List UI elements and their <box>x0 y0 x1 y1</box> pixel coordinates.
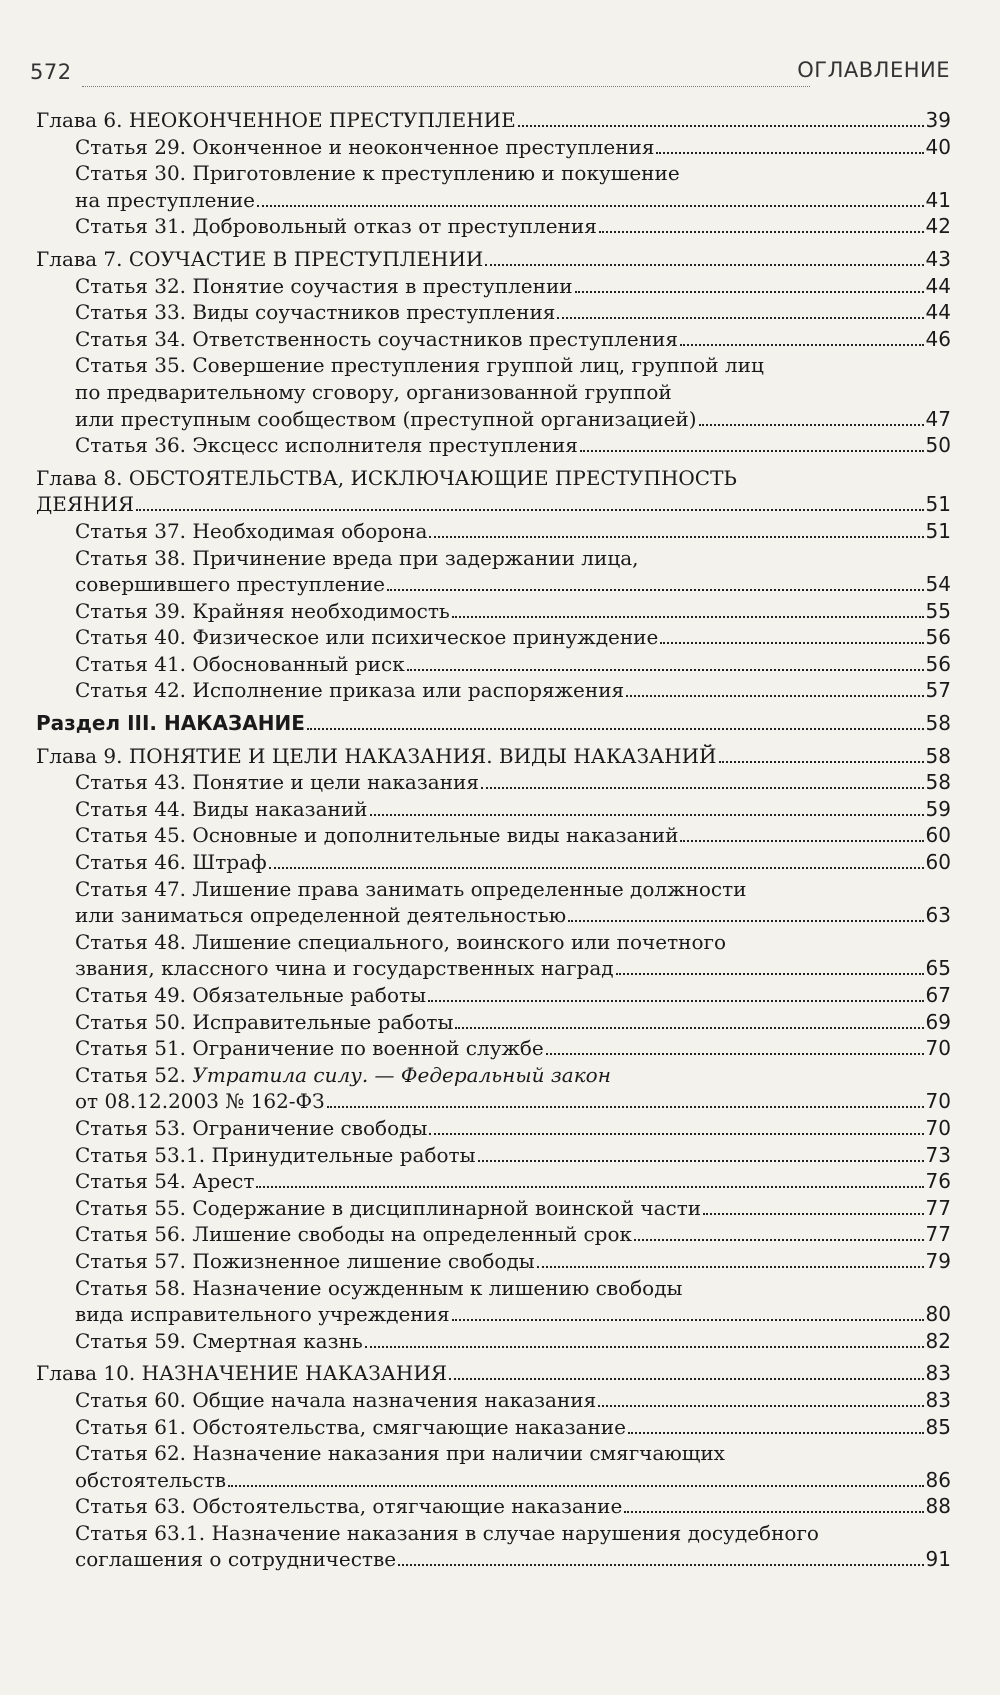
toc-entry-line <box>36 491 951 518</box>
toc-article[interactable] <box>36 929 951 982</box>
toc-article[interactable] <box>36 1414 951 1441</box>
toc-page-number: 91 <box>925 1547 951 1572</box>
toc-article[interactable] <box>36 1195 951 1222</box>
dot-leader <box>680 840 923 842</box>
dot-leader <box>407 669 924 671</box>
toc-page-number: 51 <box>925 492 951 517</box>
toc-entry-label: Глава 9. ПОНЯТИЕ И ЦЕЛИ НАКАЗАНИЯ. ВИДЫ НАКАЗАНИЙ <box>36 743 717 768</box>
toc-entry-text <box>75 326 678 353</box>
toc-entry-label: Статья 59. Смертная казнь <box>75 1328 363 1353</box>
dot-leader <box>387 589 924 591</box>
toc-article[interactable] <box>36 624 951 651</box>
toc-page-number: 41 <box>925 187 951 212</box>
toc-entry-line <box>36 1168 951 1195</box>
toc-entry-line <box>36 1062 951 1089</box>
toc-entry-text <box>36 246 483 273</box>
toc-entry-text <box>75 134 654 161</box>
toc-entry-line <box>36 273 951 300</box>
toc-entry-label: Статья 63. Обстоятельства, отягчающие наказание <box>75 1494 623 1519</box>
toc-page-number: 88 <box>925 1494 951 1519</box>
toc-entry-line <box>36 955 951 982</box>
toc-page-number: 70 <box>925 1089 951 1114</box>
toc-entry-label: Статья 42. Исполнение приказа или распоряжения <box>75 678 625 703</box>
toc-page-number: 57 <box>925 678 951 703</box>
toc-entry-text <box>36 107 516 134</box>
toc-entry-line <box>36 822 951 849</box>
toc-entry-line <box>36 1493 951 1520</box>
toc-page-number: 70 <box>925 1036 951 1061</box>
toc-entry-line <box>36 299 951 326</box>
toc-entry-label: Статья 44. Виды наказаний <box>75 796 368 821</box>
toc-page-number: 80 <box>925 1302 951 1327</box>
toc-entry-label: Статья 53.1. Принудительные работы <box>75 1142 476 1167</box>
toc-entry-line <box>36 406 951 433</box>
dot-leader <box>626 695 923 697</box>
toc-entry-line <box>36 352 951 379</box>
toc-article[interactable] <box>36 545 951 598</box>
toc-entry-text <box>75 1168 254 1195</box>
toc-page-number: 40 <box>925 134 951 159</box>
toc-entry-text <box>36 743 717 770</box>
toc-entry-label: Статья 49. Обязательные работы <box>75 983 426 1007</box>
toc-article[interactable] <box>36 352 951 432</box>
toc-entry-label: или заниматься определенной деятельностью <box>75 903 567 928</box>
toc-entry-line <box>36 1360 951 1387</box>
toc-entry-text <box>75 1088 325 1115</box>
toc-entry-label: Статья 46. Штраф <box>75 850 267 875</box>
toc-chapter[interactable] <box>36 465 951 518</box>
dot-leader <box>634 1239 924 1241</box>
toc-entry-text: Статья 35. Совершение преступления группой лиц, группой лиц <box>75 353 764 378</box>
toc-entry-label: Статья 41. Обоснованный риск <box>75 651 405 676</box>
toc-entry-text <box>75 677 624 704</box>
toc-entry-line <box>36 1387 951 1414</box>
dot-leader <box>481 787 924 789</box>
toc-page-number: 77 <box>925 1222 951 1247</box>
toc-entry-line <box>36 769 951 796</box>
dot-leader <box>452 1319 924 1321</box>
toc-entry-text: по предварительному сговору, организованной группой <box>75 379 672 404</box>
toc-entry-label: Статья 51. Ограничение по военной службе <box>75 1036 544 1061</box>
dot-leader <box>575 291 924 293</box>
toc-entry-label: Глава 10. НАЗНАЧЕНИЕ НАКАЗАНИЯ <box>36 1361 447 1386</box>
toc-entry-line <box>36 187 951 214</box>
toc-entry-text <box>36 491 134 518</box>
toc-page-number: 42 <box>925 214 951 239</box>
toc-entry-text <box>75 1467 226 1494</box>
toc-entry-line <box>36 1088 951 1115</box>
toc-entry-line <box>36 246 951 273</box>
dot-leader <box>429 1133 923 1135</box>
toc-entry-text <box>75 1328 363 1355</box>
toc-entry-line <box>36 743 951 770</box>
toc-entry-line <box>36 1221 951 1248</box>
toc-page-number: 79 <box>925 1248 951 1273</box>
toc-entry-label: Статья 37. Необходимая оборона <box>75 518 428 543</box>
toc-entry-label: совершившего преступление <box>75 572 385 597</box>
toc-article[interactable] <box>36 1387 951 1414</box>
toc-entry-line <box>36 929 951 956</box>
toc-page-number: 63 <box>925 903 951 928</box>
toc-entry-text <box>75 1387 596 1414</box>
toc-entry-line <box>36 1328 951 1355</box>
toc-entry-label: Статья 56. Лишение свободы на определенный срок <box>75 1222 632 1247</box>
dot-leader <box>628 1432 924 1434</box>
dot-leader <box>449 1378 924 1380</box>
toc-entry-label: или преступным сообществом (преступной организацией) <box>75 406 697 431</box>
toc-article[interactable] <box>36 213 951 240</box>
toc-article[interactable] <box>36 822 951 849</box>
toc-entry-line <box>36 1195 951 1222</box>
toc-entry-label: Статья 55. Содержание в дисциплинарной воинской части <box>75 1195 702 1220</box>
toc-page-number: 51 <box>925 518 951 543</box>
dot-leader <box>699 424 924 426</box>
toc-article[interactable] <box>36 1168 951 1195</box>
dot-leader <box>256 1186 923 1188</box>
toc-chapter[interactable] <box>36 743 951 770</box>
toc-article[interactable] <box>36 1520 951 1573</box>
toc-entry-text <box>75 1221 632 1248</box>
toc-article[interactable] <box>36 849 951 876</box>
dot-leader <box>228 1485 924 1487</box>
toc-entry-line <box>36 1546 951 1573</box>
toc-entry-label: Статья 33. Виды соучастников преступления <box>75 300 556 325</box>
toc-entry-text: Глава 8. ОБСТОЯТЕЛЬСТВА, ИСКЛЮЧАЮЩИЕ ПРЕСТУПНОСТЬ <box>36 465 737 490</box>
toc-article[interactable] <box>36 1440 951 1493</box>
toc-page-number: 69 <box>925 1009 951 1034</box>
toc-entry-label: Глава 7. СОУЧАСТИЕ В ПРЕСТУПЛЕНИИ <box>36 246 484 271</box>
toc-entry-line <box>36 624 951 651</box>
toc-page-number: 76 <box>925 1169 951 1194</box>
dot-leader <box>616 973 924 975</box>
toc-page-number: 43 <box>925 246 951 271</box>
toc-chapter[interactable] <box>36 1360 951 1387</box>
toc-entry-text <box>75 299 555 326</box>
toc-entry-text <box>75 571 385 598</box>
toc-entry-line <box>36 1301 951 1328</box>
dot-leader <box>455 1027 923 1029</box>
toc-entry-label: Раздел III. НАКАЗАНИЕ <box>36 711 305 736</box>
toc-entry-label: Статья 61. Обстоятельства, смягчающие наказание <box>75 1414 626 1439</box>
toc-entry-text: Статья 47. Лишение права занимать определенные должности <box>75 876 747 901</box>
toc-entry-line <box>36 326 951 353</box>
toc-entry-line <box>36 545 951 572</box>
toc-article[interactable] <box>36 1009 951 1036</box>
toc-entry-text <box>36 710 305 737</box>
dot-leader <box>660 642 923 644</box>
toc-entry-line <box>36 677 951 704</box>
toc-chapter[interactable] <box>36 246 951 273</box>
toc-entry-text <box>75 822 678 849</box>
toc-article[interactable] <box>36 1275 951 1328</box>
toc-page-number: 77 <box>925 1195 951 1220</box>
toc-entry-text <box>75 849 267 876</box>
toc-article[interactable] <box>36 796 951 823</box>
toc-entry-label: звания, классного чина и государственных наград <box>75 956 614 981</box>
dot-leader <box>599 231 924 233</box>
dot-leader <box>719 761 924 763</box>
dot-leader <box>485 264 923 266</box>
toc-page-number: 56 <box>925 625 951 650</box>
toc-entry-label: Статья 34. Ответственность соучастников преступления <box>75 326 678 351</box>
toc-entry-line <box>36 571 951 598</box>
dot-leader <box>680 344 924 346</box>
toc-entry-line <box>36 1467 951 1494</box>
toc-entry-label: соглашения о сотрудничестве <box>75 1547 397 1572</box>
toc-page-number: 56 <box>925 651 951 676</box>
dot-leader <box>703 1213 923 1215</box>
toc-entry-line <box>36 1248 951 1275</box>
toc-entry-line <box>36 518 951 545</box>
toc-entry-label: Статья 50. Исправительные работы <box>75 1009 454 1034</box>
toc-article[interactable] <box>36 518 951 545</box>
toc-entry-line <box>36 849 951 876</box>
dot-leader <box>269 867 924 869</box>
toc-page-number: 58 <box>925 711 951 736</box>
page-number: 572 <box>30 60 72 84</box>
toc-page-number: 39 <box>925 108 951 132</box>
toc-page-number: 44 <box>925 273 951 298</box>
toc-entry-label: Статья 45. Основные и дополнительные виды наказаний <box>75 823 679 848</box>
toc-entry-text <box>75 598 450 625</box>
toc-article[interactable] <box>36 769 951 796</box>
toc-entry-label: Статья 54. Арест <box>75 1169 255 1194</box>
dot-leader <box>136 509 924 511</box>
toc-entry-text <box>75 432 578 459</box>
toc-page-number: 73 <box>925 1142 951 1167</box>
toc-entry-text <box>36 1360 447 1387</box>
toc-entry-line <box>36 902 951 929</box>
toc-article[interactable] <box>36 1115 951 1142</box>
toc-page-number: 50 <box>925 433 951 458</box>
toc-page-number: 67 <box>925 983 951 1007</box>
toc-article[interactable] <box>36 326 951 353</box>
toc-entry-text <box>75 651 405 678</box>
toc-entry-label: Глава 6. НЕОКОНЧЕННОЕ ПРЕСТУПЛЕНИЕ <box>36 108 516 132</box>
dot-leader <box>365 1346 924 1348</box>
toc-page-number: 60 <box>925 850 951 875</box>
toc-entry-text <box>75 982 426 1009</box>
toc-page-number: 55 <box>925 598 951 623</box>
toc-article[interactable] <box>36 1221 951 1248</box>
toc-article[interactable] <box>36 1142 951 1169</box>
dot-leader <box>624 1511 923 1513</box>
toc-article[interactable] <box>36 1328 951 1355</box>
toc-article[interactable] <box>36 1062 951 1115</box>
toc-entry-line <box>36 651 951 678</box>
toc-entry-text: Статья 30. Приготовление к преступлению и покушение <box>75 161 680 186</box>
dot-leader <box>398 1564 923 1566</box>
toc-page-number: 83 <box>925 1361 951 1386</box>
toc-entry-line <box>36 160 951 187</box>
toc-article[interactable] <box>36 160 951 213</box>
toc-entry-label: ДЕЯНИЯ <box>36 492 135 517</box>
toc-article[interactable] <box>36 273 951 300</box>
toc-entry-text: Статья 52. <box>75 1062 193 1087</box>
toc-entry-label: Статья 57. Пожизненное лишение свободы <box>75 1248 535 1273</box>
toc-entry-line <box>36 1440 951 1467</box>
toc-entry-text: Статья 62. Назначение наказания при наличии смягчающих <box>75 1441 725 1466</box>
toc-section[interactable] <box>36 710 951 737</box>
toc-entry-line <box>36 379 951 406</box>
toc-page-number: 47 <box>925 406 951 431</box>
dot-leader <box>428 1000 924 1002</box>
toc-article[interactable] <box>36 651 951 678</box>
toc-article[interactable] <box>36 1248 951 1275</box>
toc-article[interactable] <box>36 677 951 704</box>
toc-entry-text <box>75 1493 622 1520</box>
toc-entry-line <box>36 1414 951 1441</box>
dot-leader <box>429 536 923 538</box>
toc-page-number: 54 <box>925 572 951 597</box>
toc-entry-text <box>75 1195 701 1222</box>
toc-entry-label: Статья 53. Ограничение свободы <box>75 1115 428 1140</box>
dot-leader <box>580 450 924 452</box>
toc-entry-line <box>36 598 951 625</box>
toc-entry-line <box>36 1275 951 1302</box>
toc-entry-text: Статья 38. Причинение вреда при задержании лица, <box>75 545 639 570</box>
toc-entry-line <box>36 1520 951 1547</box>
toc-entry-text <box>75 213 597 240</box>
toc-entry-line <box>36 876 951 903</box>
toc-entry-text <box>75 796 368 823</box>
toc-entry-text <box>75 1248 535 1275</box>
toc-entry-text <box>75 518 427 545</box>
toc-page-number: 65 <box>925 956 951 981</box>
toc-entry-label: Статья 32. Понятие соучастия в преступлении <box>75 273 573 298</box>
toc-page-number: 85 <box>925 1414 951 1439</box>
toc-entry-label: обстоятельств <box>75 1467 227 1492</box>
toc-entry-line <box>36 134 951 161</box>
dot-leader <box>546 1053 924 1055</box>
toc-entry-label: Статья 36. Эксцесс исполнителя преступления <box>75 433 578 458</box>
toc-entry-line <box>36 432 951 459</box>
toc-page-number: 59 <box>925 796 951 821</box>
toc-article[interactable] <box>36 876 951 929</box>
dot-leader <box>568 920 923 922</box>
dot-leader <box>452 616 924 618</box>
toc-article[interactable] <box>36 134 951 161</box>
dot-leader <box>518 125 924 127</box>
dot-leader <box>478 1160 924 1162</box>
toc-entry-line <box>36 796 951 823</box>
toc-entry-text <box>75 1301 450 1328</box>
toc-entry-italic: Утратила силу. — Федеральный закон <box>192 1062 611 1087</box>
toc-page-number: 86 <box>925 1467 951 1492</box>
toc-article[interactable] <box>36 299 951 326</box>
toc-entry-text <box>75 769 479 796</box>
toc-page-number: 60 <box>925 823 951 848</box>
toc-article[interactable] <box>36 598 951 625</box>
toc-entry-label: Статья 40. Физическое или психическое принуждение <box>75 625 659 650</box>
toc-entry-line <box>36 1035 951 1062</box>
toc-entry-text <box>75 1035 544 1062</box>
dot-leader <box>327 1106 924 1108</box>
toc-page-number: 83 <box>925 1387 951 1412</box>
toc-entry-text <box>75 1546 396 1573</box>
toc-entry-label: Статья 43. Понятие и цели наказания <box>75 770 479 795</box>
toc-entry-label: на преступление <box>75 187 255 212</box>
toc-article[interactable] <box>36 432 951 459</box>
toc-entry-text: Статья 48. Лишение специального, воинского или почетного <box>75 929 727 954</box>
toc-entry-line <box>36 107 951 134</box>
toc-entry-text <box>75 1414 626 1441</box>
dot-leader <box>370 814 924 816</box>
toc-entry-text <box>75 273 573 300</box>
toc-entry-label: от 08.12.2003 № 162-ФЗ <box>75 1089 325 1114</box>
table-of-contents <box>36 107 951 1573</box>
toc-article[interactable] <box>36 1493 951 1520</box>
toc-page-number: 44 <box>925 300 951 325</box>
toc-entry-text: Статья 63.1. Назначение наказания в случае нарушения досудебного <box>75 1520 819 1545</box>
toc-entry-text <box>75 1115 427 1142</box>
toc-page-number: 58 <box>925 743 951 768</box>
header-rule <box>82 86 810 87</box>
dot-leader <box>257 205 924 207</box>
toc-entry-line <box>36 1115 951 1142</box>
toc-entry-text <box>75 406 697 433</box>
running-title: ОГЛАВЛЕНИЕ <box>797 58 950 82</box>
toc-page-number: 70 <box>925 1115 951 1140</box>
toc-entry-label: Статья 31. Добровольный отказ от преступления <box>75 214 597 239</box>
dot-leader <box>598 1405 923 1407</box>
toc-entry-label: Статья 60. Общие начала назначения наказания <box>75 1387 597 1412</box>
toc-entry-line <box>36 213 951 240</box>
toc-entry-text: Статья 58. Назначение осужденным к лишению свободы <box>75 1275 683 1300</box>
toc-entry-line <box>36 1142 951 1169</box>
toc-page-number: 58 <box>925 770 951 795</box>
dot-leader <box>656 152 923 154</box>
toc-entry-text <box>75 902 566 929</box>
toc-entry-text <box>75 955 614 982</box>
toc-entry-line <box>36 982 951 1009</box>
dot-leader <box>557 317 923 319</box>
toc-entry-text <box>75 1009 453 1036</box>
toc-entry-text <box>75 1142 476 1169</box>
toc-article[interactable] <box>36 982 951 1009</box>
toc-entry-line <box>36 710 951 737</box>
toc-entry-label: вида исправительного учреждения <box>75 1302 450 1327</box>
running-head <box>30 52 950 92</box>
toc-entry-label: Статья 29. Оконченное и неоконченное преступления <box>75 134 655 159</box>
toc-entry-line <box>36 465 951 492</box>
toc-entry-text <box>75 624 658 651</box>
dot-leader <box>307 728 924 730</box>
toc-chapter[interactable] <box>36 107 951 134</box>
dot-leader <box>537 1266 924 1268</box>
toc-entry-label: Статья 39. Крайняя необходимость <box>75 598 450 623</box>
toc-page-number: 82 <box>925 1328 951 1353</box>
toc-article[interactable] <box>36 1035 951 1062</box>
toc-entry-text <box>75 187 255 214</box>
toc-entry-line <box>36 1009 951 1036</box>
toc-page-number: 46 <box>925 326 951 351</box>
